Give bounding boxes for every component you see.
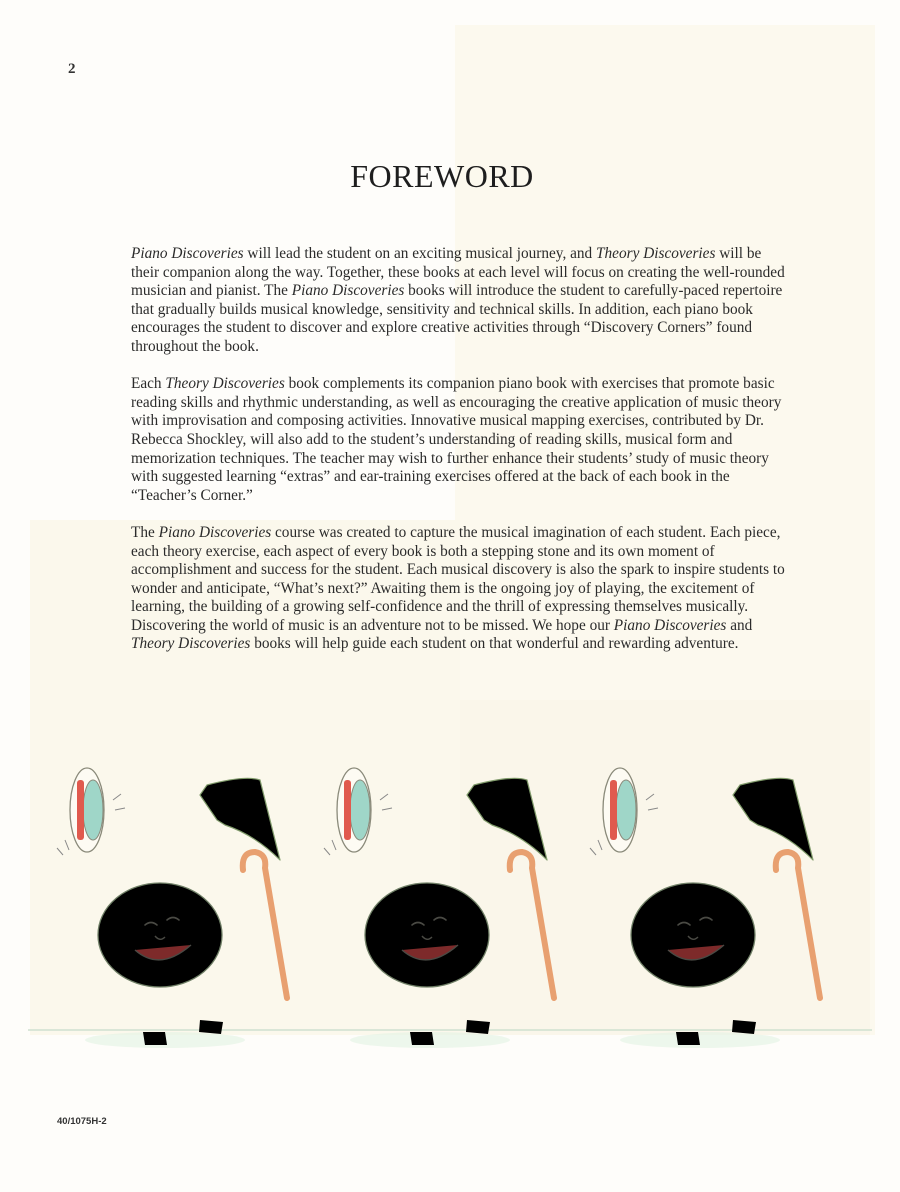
book-title-emphasis: Piano Discoveries	[131, 245, 244, 262]
mint-dancing-note-character	[324, 768, 554, 1045]
book-title-emphasis: Theory Discoveries	[596, 245, 716, 262]
paragraph-text: book complements its companion piano book with exercises that promote basic reading skills and rhythmic understanding, as well as encouraging the creative application of music theory with improvisation and composing activities. Innovative musical mapping exercises, contributed by Dr. Rebecca Shockley, will also add to the student’s understanding of reading skills, musical form and memorization techniques. The teacher may wish to further enhance their students’ study of music theory with suggested learning “extras” and ear-training exercises offered at the back of each book in the “Teacher’s Corner.”	[131, 375, 782, 504]
foreword-paragraph-1	[131, 245, 791, 357]
purple-dancing-note-character	[590, 768, 820, 1045]
paragraph-text: will lead the student on an exciting musical journey, and	[243, 245, 597, 262]
page-title: FOREWORD	[350, 158, 534, 194]
ground-shadow	[620, 1032, 780, 1048]
foreword-paragraph-2	[131, 375, 791, 505]
dancing-notes-illustration	[0, 740, 900, 1060]
paragraph-text: The	[131, 523, 159, 541]
paragraph-text: Each	[131, 375, 166, 393]
paragraph-text: will be their companion along the way. Together, these books at each level will focus on creating the well-rounded musician and pianist. The	[131, 245, 785, 300]
book-title-emphasis: Piano Discoveries	[613, 616, 727, 634]
green-dancing-note-character	[57, 768, 287, 1045]
book-title-emphasis: Piano Discoveries	[158, 523, 272, 541]
book-title-emphasis: Theory Discoveries	[131, 635, 251, 653]
paragraph-text: course was created to capture the musical imagination of each student. Each piece, each theory exercise, each aspect of every book is both a stepping stone and its own moment of accomplishment and success for the student. Each musical discovery is also the spark to inspire students to wonder and anticipate, “What’s next?” Awaiting them is the ongoing joy of playing, the excitement of learning, the building of a growing self-confidence and the thrill of expressing themselves musically. Discovering the world of music is an adventure not to be missed. We hope our	[131, 523, 785, 634]
book-title-emphasis: Theory Discoveries	[165, 375, 285, 393]
paragraph-text: books will introduce the student to carefully-paced repertoire that gradually builds musical knowledge, sensitivity and technical skills. In addition, each piano book encourages the student to discover and explore creative activities through “Discovery Corners” found throughout the book.	[131, 282, 783, 355]
foreword-body	[131, 245, 791, 673]
paragraph-text: books will help guide each student on that wonderful and rewarding adventure.	[250, 635, 739, 653]
catalog-code: 40/1075H-2	[57, 1116, 107, 1127]
book-title-emphasis: Piano Discoveries	[291, 282, 405, 300]
foreword-paragraph-3	[131, 524, 791, 654]
paragraph-text: and	[726, 616, 753, 634]
page-number: 2	[68, 61, 76, 77]
